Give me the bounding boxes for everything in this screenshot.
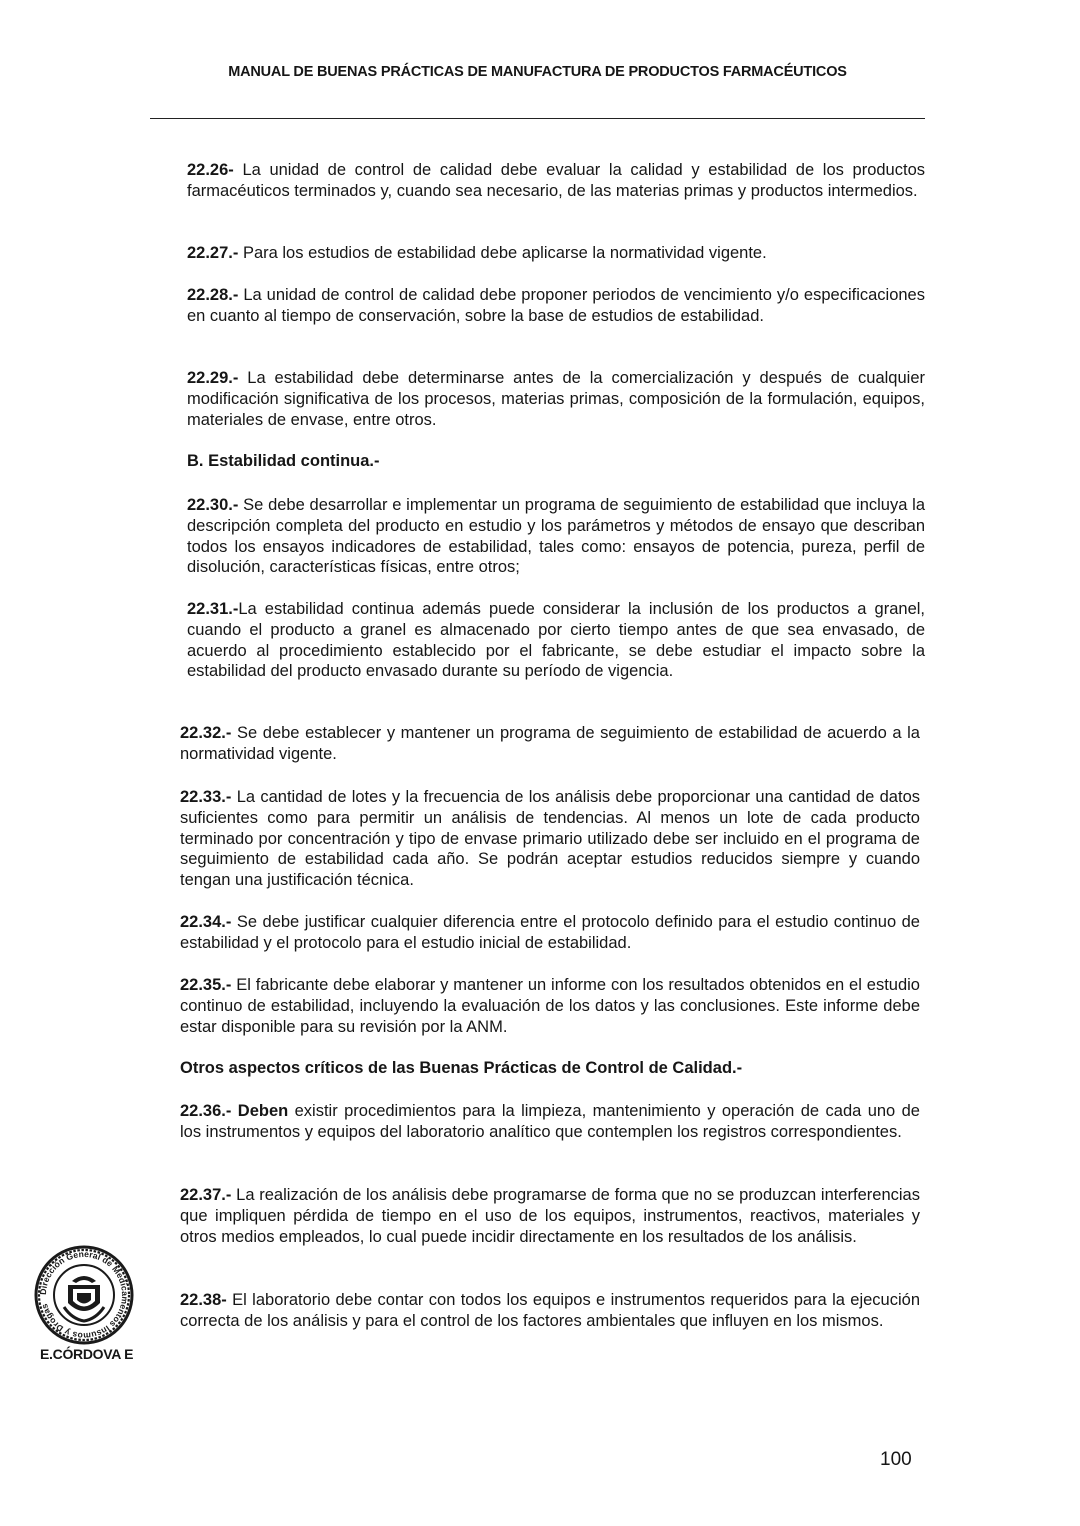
paragraph-number: 22.27.- [187, 244, 239, 262]
paragraph-22-28 [187, 285, 925, 327]
paragraph-number: 22.36.- Deben [180, 1102, 289, 1120]
paragraph-22-35 [180, 975, 920, 1037]
section-heading-b: B. Estabilidad continua.- [187, 452, 380, 470]
paragraph-number: 22.31.- [187, 600, 239, 618]
page-number: 100 [880, 1449, 912, 1470]
paragraph-number: 22.37.- [180, 1186, 232, 1204]
paragraph-text: El laboratorio debe contar con todos los equipos e instrumentos requeridos para la ejecución correcta de los análisis y para el control de los factores ambientales que influyen en los mismos. [180, 1291, 920, 1330]
paragraph-text: Para los estudios de estabilidad debe aplicarse la normatividad vigente. [238, 244, 767, 262]
seal-legend: Dirección General de Medicamentos Insumos y Drogas [37, 1248, 131, 1342]
paragraph-text: Se debe desarrollar e implementar un programa de seguimiento de estabilidad que incluya la descripción completa del producto en estudio y los parámetros y métodos de ensayo que describan todos los ensayos indicadores de estabilidad, tales como: ensayos de potencia, pureza, perfil de disolución, características físicas, entre otros; [187, 496, 925, 577]
paragraph-text: La unidad de control de calidad debe proponer periodos de vencimiento y/o especificaciones en cuanto al tiempo de conservación, sobre la base de estudios de estabilidad. [187, 286, 925, 325]
paragraph-number: 22.30.- [187, 496, 239, 514]
paragraph-text: La cantidad de lotes y la frecuencia de los análisis debe proporcionar una cantidad de datos suficientes como para permitir un análisis de tendencias. Al menos un lote de cada producto terminado por concentración y tipo de envase primario utilizado debe ser incluido en el programa de seguimiento de estabilidad cada año. Se podrán aceptar estudios reducidos siempre y cuando tengan una justificación técnica. [180, 788, 920, 890]
paragraph-text: La estabilidad debe determinarse antes de la comercialización y después de cualquier modificación significativa de los procesos, materias primas, composición de la formulación, equipos, materiales de envase, entre otros. [187, 369, 925, 429]
page-header-title: MANUAL DE BUENAS PRÁCTICAS DE MANUFACTURA DE PRODUCTOS FARMACÉUTICOS [228, 64, 847, 80]
paragraph-22-32 [180, 723, 920, 765]
official-seal-icon [34, 1245, 134, 1345]
paragraph-number: 22.28.- [187, 286, 239, 304]
paragraph-text: existir procedimientos para la limpieza, mantenimiento y operación de cada uno de los instrumentos y equipos del laboratorio analítico que contemplen los registros correspondientes. [180, 1102, 920, 1141]
signature-name: E.CÓRDOVA E [40, 1346, 134, 1362]
paragraph-text: Se debe justificar cualquier diferencia entre el protocolo definido para el estudio continuo de estabilidad y el protocolo para el estudio inicial de estabilidad. [180, 913, 920, 952]
paragraph-number: 22.29.- [187, 369, 239, 387]
header-rule [150, 118, 925, 119]
paragraph-number: 22.34.- [180, 913, 232, 931]
paragraph-22-37 [180, 1185, 920, 1247]
paragraph-number: 22.35.- [180, 976, 232, 994]
paragraph-22-26 [187, 160, 925, 202]
paragraph-22-29 [187, 368, 925, 430]
paragraph-number: 22.32.- [180, 724, 232, 742]
paragraph-text: La unidad de control de calidad debe evaluar la calidad y estabilidad de los productos farmacéuticos terminados y, cuando sea necesario, de las materias primas y productos intermedios. [187, 161, 925, 200]
paragraph-22-34 [180, 912, 920, 954]
paragraph-text: La estabilidad continua además puede considerar la inclusión de los productos a granel, cuando el producto a granel es almacenado por cierto tiempo antes de que sea envasado, de acuerdo al procedimiento establecido por el fabricante, se debe estudiar el impacto sobre la estabilidad del producto envasado durante su período de vigencia. [187, 600, 925, 681]
paragraph-number: 22.38- [180, 1291, 227, 1309]
paragraph-number: 22.26- [187, 161, 234, 179]
paragraph-22-27 [187, 243, 925, 264]
paragraph-text: El fabricante debe elaborar y mantener un informe con los resultados obtenidos en el estudio continuo de estabilidad, incluyendo la evaluación de los datos y las conclusiones. Este informe debe estar disponible para su revisión por la ANM. [180, 976, 920, 1036]
paragraph-22-30 [187, 495, 925, 578]
paragraph-22-36 [180, 1101, 920, 1143]
paragraph-22-33 [180, 787, 920, 891]
paragraph-22-38 [180, 1290, 920, 1332]
paragraph-number: 22.33.- [180, 788, 232, 806]
paragraph-text: La realización de los análisis debe programarse de forma que no se produzcan interferencias que impliquen pérdida de tiempo en el uso de los equipos, instrumentos, reactivos, materiales y otros medios empleados, lo cual puede incidir directamente en los resultados de los análisis. [180, 1186, 920, 1246]
paragraph-text: Se debe establecer y mantener un programa de seguimiento de estabilidad de acuerdo a la normatividad vigente. [180, 724, 920, 763]
section-heading-otros: Otros aspectos críticos de las Buenas Prácticas de Control de Calidad.- [180, 1059, 743, 1077]
paragraph-22-31 [187, 599, 925, 682]
